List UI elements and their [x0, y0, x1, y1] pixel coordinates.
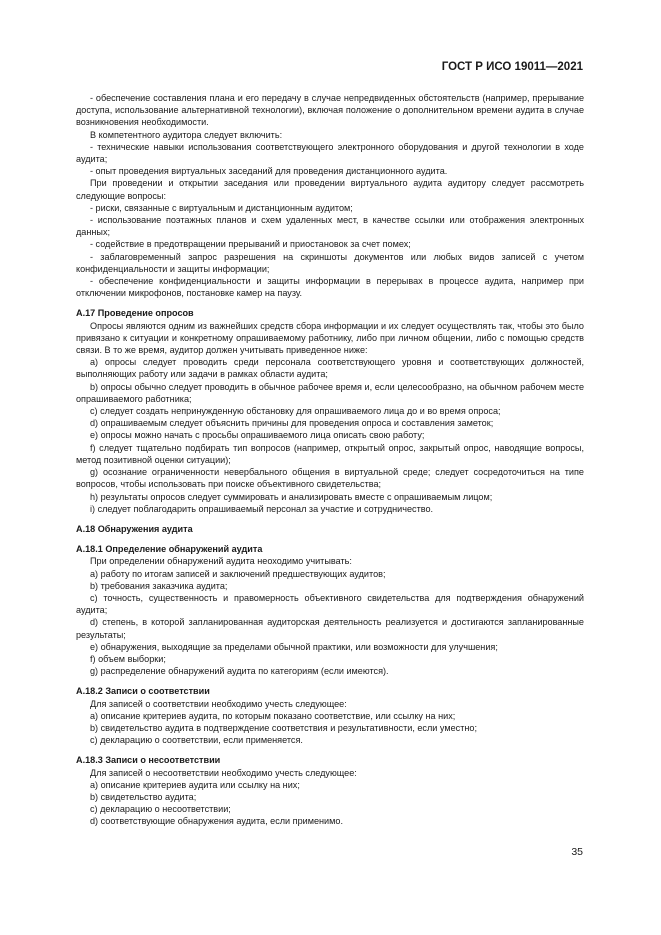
section-heading: A.17 Проведение опросов [76, 308, 194, 319]
paragraph: e) обнаружения, выходящие за пределами обычной практики, или возможности для улучшения; [90, 641, 498, 652]
paragraph: При определении обнаружений аудита неоходимо учитывать: [90, 556, 352, 567]
paragraph: Для записей о соответствии необходимо учесть следующее: [90, 698, 347, 709]
paragraph: b) требования заказчика аудита; [90, 580, 228, 591]
paragraph: В компетентного аудитора следует включить: [90, 129, 283, 140]
paragraph: c) декларацию о несоответствии; [90, 804, 231, 815]
paragraph: b) опросы обычно следует проводить в обычное рабочее время и, если целесообразно, на обычном рабочем месте опрашиваемого работника; [76, 381, 584, 404]
paragraph: - заблаговременный запрос разрешения на скриншоты документов или любых видов записей с учетом конфиденциальности и защиты информации; [76, 251, 584, 274]
document-header-title: ГОСТ Р ИСО 19011—2021 [441, 61, 583, 73]
subsection-heading: A.18.2 Записи о соответствии [76, 686, 210, 697]
paragraph: Для записей о несоответствии необходимо учесть следующее: [90, 767, 357, 778]
paragraph: a) описание критериев аудита или ссылку на них; [90, 779, 300, 790]
subsection-heading: A.18.1 Определение обнаружений аудита [76, 544, 263, 555]
paragraph: f) объем выборки; [90, 653, 166, 664]
paragraph: - обеспечение составления плана и его передачу в случае непредвиденных обстоятельств (например, прерывание доступа, использование альтернативной технологии), включая положение о дополнительном времени аудита в случае возникновения необходимости. [76, 93, 584, 128]
document-body [76, 92, 584, 828]
paragraph: d) соответствующие обнаружения аудита, если применимо. [90, 816, 343, 827]
paragraph: g) распределение обнаружений аудита по категориям (если имеются). [90, 666, 389, 677]
paragraph: - опыт проведения виртуальных заседаний для проведения дистанционного аудита. [90, 166, 448, 177]
paragraph: e) опросы можно начать с просьбы опрашиваемого лица описать свою работу; [90, 430, 425, 441]
paragraph: h) результаты опросов следует суммировать и анализировать вместе с опрашиваемым лицом; [90, 491, 493, 502]
subsection-heading: A.18.3 Записи о несоответствии [76, 755, 221, 766]
page-number: 35 [571, 846, 583, 858]
paragraph: При проведении и открытии заседания или проведении виртуального аудита аудитору следует рассмотреть следующие вопросы: [76, 178, 584, 201]
paragraph: - содействие в предотвращении прерываний и приостановок за счет помех; [90, 239, 411, 250]
paragraph: a) опросы следует проводить среди персонала соответствующего уровня и соответствующих должностей, выполняющих работу или задачи в рамках области аудита; [76, 357, 584, 380]
paragraph: Опросы являются одним из важнейших средств сбора информации и их следует осуществлять так, чтобы это было привязано к ситуации и конкретному опрашиваемому работнику, либо при личном общении, либо с помощью средств связи. В то же время, аудитор должен учитывать приведенное ниже: [76, 320, 584, 356]
paragraph: f) следует тщательно подбирать тип вопросов (например, открытый опрос, закрытый опрос, наводящие вопросы, метод позитивной оценки ситуации); [76, 442, 584, 465]
paragraph: a) работу по итогам записей и заключений предшествующих аудитов; [90, 568, 386, 579]
paragraph: a) описание критериев аудита, по которым показано соответствие, или ссылку на них; [90, 710, 456, 721]
paragraph: g) осознание ограниченности невербального общения в виртуальной среде; следует сосредоточиться на типе вопросов, чтобы использовать при поиске объективного свидетельства; [76, 467, 584, 490]
paragraph: d) опрашиваемым следует объяснить причины для проведения опроса и составления заметок; [90, 418, 494, 429]
section-heading: A.18 Обнаружения аудита [76, 523, 193, 534]
paragraph: c) следует создать непринужденную обстановку для опрашиваемого лица до и во время опроса; [90, 406, 501, 417]
paragraph: c) декларацию о соответствии, если применяется. [90, 735, 303, 746]
paragraph: d) степень, в которой запланированная аудиторская деятельность реализуется и достигаются запланированные результаты; [76, 617, 584, 640]
paragraph: c) точность, существенность и правомерность объективного свидетельства для подтверждения обнаружений аудита; [76, 592, 584, 616]
paragraph: - риски, связанные с виртуальным и дистанционным аудитом; [90, 202, 353, 213]
paragraph: i) следует поблагодарить опрашиваемый персонал за участие и сотрудничество. [90, 503, 434, 514]
paragraph: b) свидетельство аудита; [90, 791, 197, 802]
paragraph: - обеспечение конфиденциальности и защиты информации в перерывах в процессе аудита, например при отключении микрофонов, постановке камер на паузу. [76, 276, 584, 299]
paragraph: - использование поэтажных планов и схем удаленных мест, в качестве ссылки или отображения электронных данных; [76, 215, 584, 238]
paragraph: - технические навыки использования соответствующего электронного оборудования и другой технологии в ходе аудита; [76, 141, 584, 165]
paragraph: b) свидетельство аудита в подтверждение соответствия и результативности, если уместно; [90, 722, 477, 733]
